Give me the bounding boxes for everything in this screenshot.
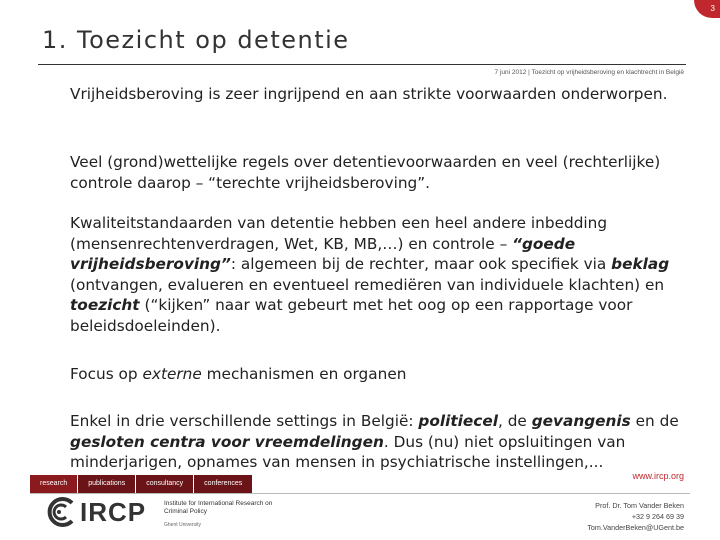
ircp-emblem-icon xyxy=(42,497,76,527)
footer-divider xyxy=(30,493,690,494)
logo-wordmark: IRCP xyxy=(80,497,147,527)
text-span: mechanismen en organen xyxy=(201,365,407,383)
paragraph-2: Veel (grond)wettelijke regels over detentievoorwaarden en veel (rechterlijke) controle daarop – “terechte vrijheidsberoving”. xyxy=(70,153,661,192)
header-meta: 7 juni 2012 | Toezicht op vrijheidsberoving en klachtrecht in België xyxy=(494,69,684,76)
emphasis-police-cell: politiecel xyxy=(418,412,498,430)
text-span: : algemeen bij de rechter, maar ook specifiek via xyxy=(230,255,612,273)
text-span: , de xyxy=(497,412,532,430)
nav-publications[interactable]: publications xyxy=(78,475,135,493)
paragraph-3 xyxy=(70,213,690,336)
contact-phone: +32 9 264 69 39 xyxy=(631,512,684,521)
slide-title: 1. Toezicht op detentie xyxy=(42,26,350,54)
ircp-logo xyxy=(42,497,292,533)
emphasis-closed-centres: gesloten centra voor vreemdelingen xyxy=(70,432,384,451)
title-divider xyxy=(38,64,686,65)
logo-university: Ghent University xyxy=(164,522,201,528)
text-span: Kwaliteitstandaarden van detentie hebben een heel andere inbedding (mensenrechtenverdragen, Wet, KB, MB,…) en controle – xyxy=(70,214,608,253)
emphasis-complaint: beklag xyxy=(611,255,670,273)
nav-consultancy[interactable]: consultancy xyxy=(136,475,193,493)
nav-research[interactable]: research xyxy=(30,475,77,493)
paragraph-4 xyxy=(70,364,406,385)
text-span: (“kijken” naar wat gebeurt met het oog op een rapportage voor beleidsdoeleinden). xyxy=(70,296,633,335)
emphasis-good-detention: “goede vrijheidsberoving” xyxy=(70,234,576,273)
text-span: Focus op xyxy=(70,365,143,383)
text-span: (ontvangen, evalueren en eventueel remediëren van individuele klachten) en xyxy=(70,275,665,294)
text-span: . Dus (nu) niet opsluitingen van minderjarigen, opnames van mensen in psychiatrische instellingen,... xyxy=(70,432,626,471)
logo-description: Institute for International Research on Criminal Policy xyxy=(164,500,273,515)
footer-nav xyxy=(30,475,252,493)
contact-email[interactable]: Tom.VanderBeken@UGent.be xyxy=(587,523,684,532)
slide-number-badge: 3 xyxy=(694,0,720,18)
emphasis-prison: gevangenis xyxy=(531,412,631,430)
paragraph-1: Vrijheidsberoving is zeer ingrijpend en aan strikte voorwaarden onderworpen. xyxy=(70,85,668,103)
website-link[interactable]: www.ircp.org xyxy=(632,471,684,481)
emphasis-supervision: toezicht xyxy=(70,296,140,314)
paragraph-5 xyxy=(70,411,690,473)
contact-name: Prof. Dr. Tom Vander Beken xyxy=(595,501,684,510)
emphasis-external: externe xyxy=(142,365,202,383)
nav-conferences[interactable]: conferences xyxy=(194,475,252,493)
contact-block xyxy=(587,500,684,533)
text-span: en de xyxy=(630,412,679,430)
text-span: Enkel in drie verschillende settings in België: xyxy=(70,412,419,430)
